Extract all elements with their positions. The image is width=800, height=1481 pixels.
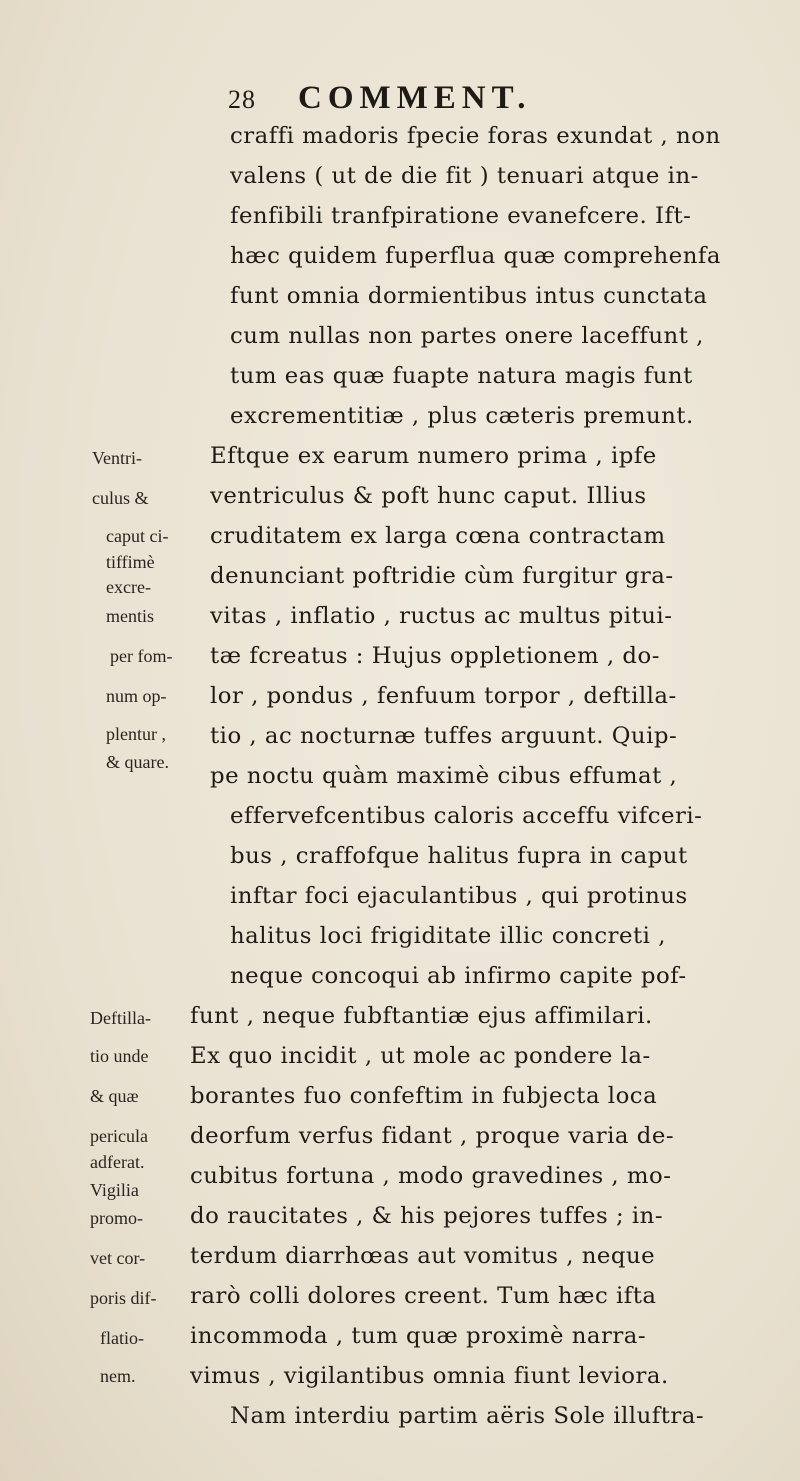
text-line: vimus , vigilantibus omnia fiunt leviora.: [190, 1363, 669, 1389]
text-line: funt omnia dormientibus intus cunctata: [230, 283, 708, 309]
margin-note: nem.: [100, 1366, 136, 1386]
margin-note: excre-: [106, 577, 151, 597]
margin-note: culus &: [92, 488, 149, 508]
running-title: COMMENT.: [298, 80, 532, 116]
text-line: inftar foci ejaculantibus , qui protinus: [230, 883, 688, 909]
text-line: halitus loci frigiditate illic concreti ,: [230, 923, 666, 949]
text-line: denunciant poftridie cùm furgitur gra-: [210, 563, 674, 589]
text-line: do raucitates , & his pejores tuffes ; in-: [190, 1203, 664, 1229]
text-line: tum eas quæ fuapte natura magis funt: [230, 363, 693, 389]
text-line: tio , ac nocturnæ tuffes arguunt. Quip-: [210, 723, 678, 749]
text-line: lor , pondus , fenfuum torpor , deftilla-: [210, 683, 677, 709]
margin-note: tio unde: [90, 1046, 149, 1066]
margin-note: & quæ: [90, 1086, 139, 1106]
text-line: rarò colli dolores creent. Tum hæc ifta: [190, 1283, 657, 1309]
text-line: pe noctu quàm maximè cibus effumat ,: [210, 763, 678, 789]
text-line: tæ fcreatus : Hujus oppletionem , do-: [210, 643, 660, 669]
text-line: borantes fuo confeftim in fubjecta loca: [190, 1083, 658, 1109]
text-line: ventriculus & poft hunc caput. Illius: [210, 483, 647, 509]
margin-note: promo-: [90, 1208, 143, 1228]
text-line: bus , craffofque halitus fupra in caput: [230, 843, 688, 869]
text-line: valens ( ut de die fit ) tenuari atque in-: [230, 163, 699, 189]
margin-note: tiffimè: [106, 552, 155, 572]
margin-note: Ventri-: [92, 448, 142, 468]
text-line: cruditatem ex larga cœna contractam: [210, 523, 666, 549]
margin-note: flatio-: [100, 1328, 144, 1348]
text-line: cum nullas non partes onere laceffunt ,: [230, 323, 704, 349]
text-line: deorfum verfus fidant , proque varia de-: [190, 1123, 675, 1149]
text-line: effervefcentibus caloris acceffu vifceri-: [230, 803, 703, 829]
margin-note: Vigilia: [90, 1180, 139, 1200]
margin-note: vet cor-: [90, 1248, 146, 1268]
running-header: [228, 80, 531, 117]
margin-note: pericula: [90, 1126, 148, 1146]
text-line: Eftque ex earum numero prima , ipfe: [210, 443, 657, 469]
page-number: 28: [228, 85, 256, 114]
text-line: vitas , inflatio , ructus ac multus pitui-: [210, 603, 673, 629]
margin-note: plentur ,: [106, 724, 166, 744]
margin-note: & quare.: [106, 752, 169, 772]
text-line: hæc quidem fuperflua quæ comprehenfa: [230, 243, 721, 269]
text-line: cubitus fortuna , modo gravedines , mo-: [190, 1163, 672, 1189]
margin-note: num op-: [106, 686, 167, 706]
text-line: craffi madoris fpecie foras exundat , non: [230, 123, 721, 149]
margin-note: Deftilla-: [90, 1008, 151, 1028]
text-line: terdum diarrhœas aut vomitus , neque: [190, 1243, 656, 1269]
margin-note: adferat.: [90, 1152, 145, 1172]
margin-note: per fom-: [110, 646, 173, 666]
margin-note: caput ci-: [106, 526, 169, 546]
text-line: funt , neque fubftantiæ ejus affimilari.: [190, 1003, 653, 1029]
text-line: fenfibili tranfpiratione evanefcere. Ift-: [230, 203, 692, 229]
text-line: Nam interdiu partim aëris Sole illuftra-: [230, 1403, 705, 1429]
margin-note: poris dif-: [90, 1288, 157, 1308]
text-line: neque concoqui ab infirmo capite pof-: [230, 963, 687, 989]
text-line: incommoda , tum quæ proximè narra-: [190, 1323, 647, 1349]
margin-note: mentis: [106, 606, 154, 626]
text-line: excrementitiæ , plus cæteris premunt.: [230, 403, 694, 429]
text-line: Ex quo incidit , ut mole ac pondere la-: [190, 1043, 651, 1069]
